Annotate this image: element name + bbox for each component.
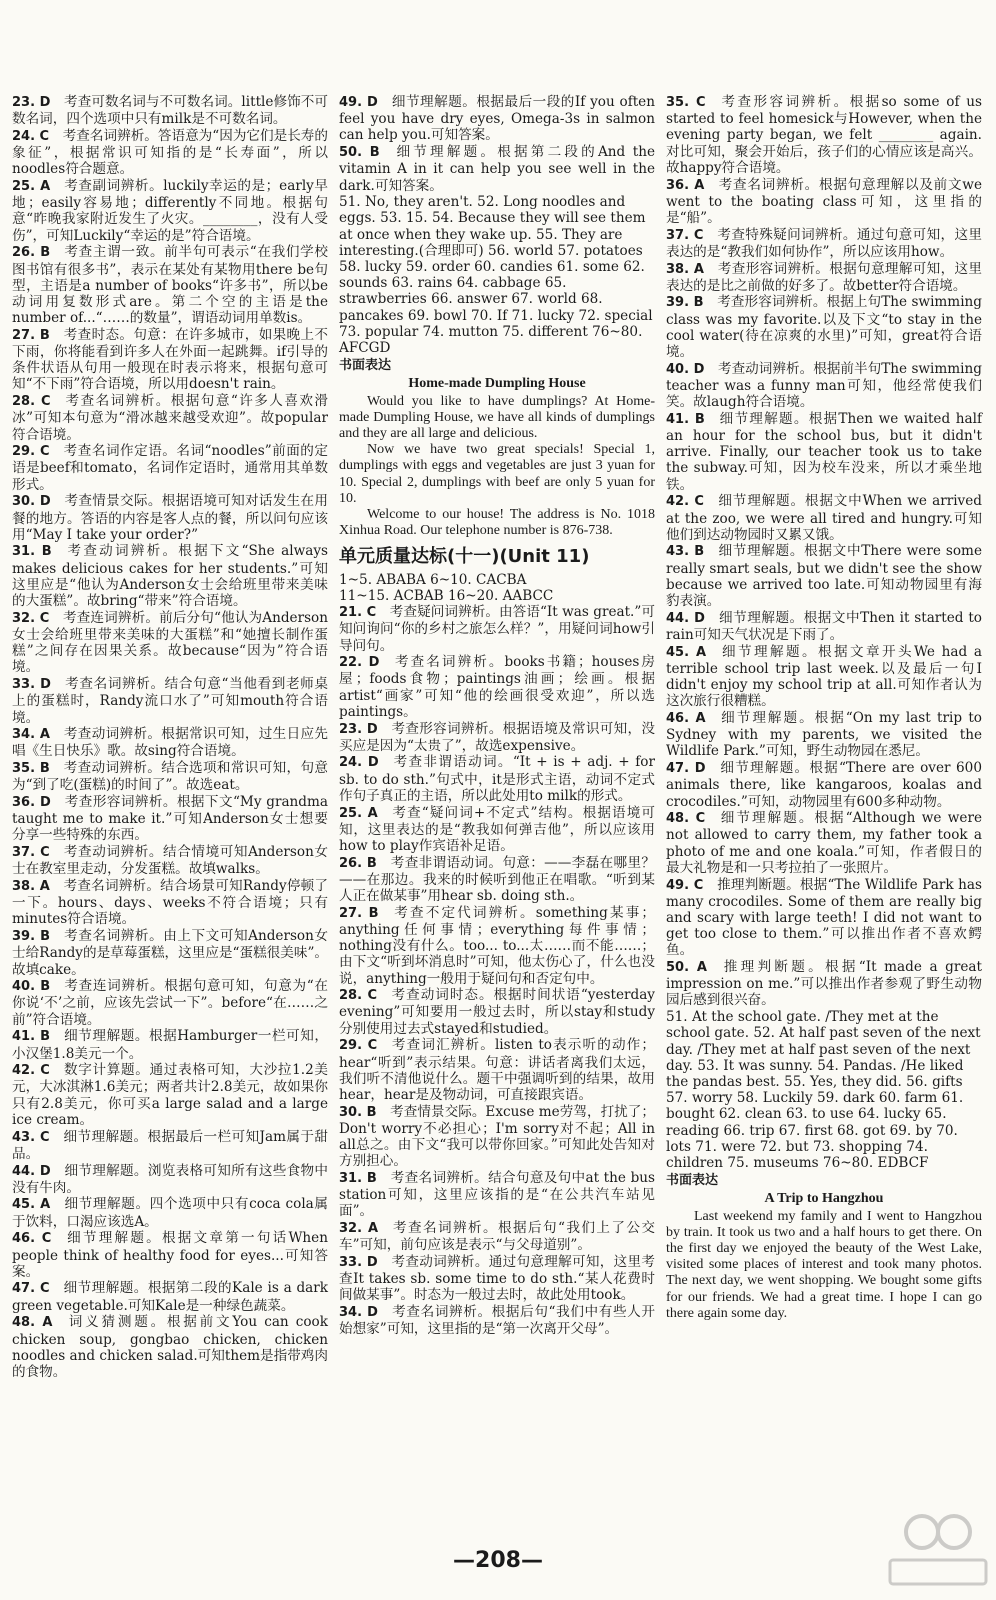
page-number: —208—: [453, 1548, 543, 1573]
answer-explanation: 考查动词辨析。根据常识可知，过生日应先唱《生日快乐》歌。故sing符合语境。: [12, 726, 329, 760]
answer-explanation: 细节理解题。根据“There are over 600 animals there, like kangaroos, koalas and crocodiles.”可知，动物园里有600多种动物。: [666, 760, 982, 810]
answer-item: [12, 1028, 328, 1061]
answer-item: [12, 128, 328, 178]
answer-item: [12, 978, 328, 1028]
answer-explanation: 细节理解题。根据最后一栏可知Jam属于甜品。: [12, 1128, 328, 1162]
answer-number: 50. B: [339, 145, 380, 161]
answer-number: 25. A: [339, 805, 378, 821]
answer-item: [339, 1037, 655, 1103]
answer-explanation: 考查不定代词辨析。something某事；anything任何事情；everything每件事情；nothing没有什么。too... to...太……而不能……；由下文“听到坏消息时”可知，他太伤心了，什么也没说，anything一般用于疑问句和否定句中。: [339, 904, 655, 987]
answer-explanation: 考查动词辨析。通过句意理解可知，这里考查It takes sb. some time to do sth.“某人花费时间做某事”。时态为一般过去时，故此处用took。: [339, 1254, 655, 1304]
essay-title-hangzhou: A Trip to Hangzhou: [764, 1191, 884, 1207]
answer-explanation: 细节理解题。浏览表格可知所有这些食物中没有牛肉。: [12, 1162, 328, 1196]
answer-explanation: 考查可数名词与不可数名词。little修饰不可数名词，四个选项中只有milk是不可数名词。: [12, 94, 328, 128]
answer-number: 33. D: [12, 677, 51, 693]
short-answers-51-80: 51. No, they aren't. 52. Long noodles and eggs. 53. 15. 54. Because they will see them at once when they wake up. 55. They are interesting.(合理即可) 56. world 57. potatoes 58. lucky 59. order 60. candies 61. some 62. sounds 63. rains 64. cabbage 65. strawberries 66. answer 67. world 68. pancakes 69. bowl 70. If 71. lucky 72. special 73. popular 74. mutton 75. different 76~80. AFCGD: [339, 194, 653, 357]
answer-explanation: 考查名词辨析。答语意为“因为它们是长寿的象征”，根据常识可知指的是“长寿面”，所以noodles符合题意。: [12, 127, 328, 178]
answer-number: 40. B: [12, 979, 51, 995]
answer-number: 32. A: [339, 1221, 379, 1237]
answer-number: 29. C: [339, 1038, 378, 1054]
answer-item: [339, 1170, 655, 1220]
answer-item: [12, 543, 328, 609]
answers-21-34: [339, 604, 655, 1337]
answer-number: 48. A: [12, 1315, 53, 1331]
answer-item: [339, 144, 655, 194]
answer-explanation: 考查形容词辨析。根据句意理解可知，这里表达的是比之前做的好多了。故better符合语境。: [666, 260, 983, 294]
answer-number: 49. C: [666, 877, 704, 893]
answer-number: 42. C: [666, 494, 704, 510]
answer-explanation: 细节理解题。根据文中When we arrived at the zoo, we were all tired and hungry.可知他们到达动物园时又累又饿。: [666, 493, 982, 543]
answer-explanation: 考查副词辨析。luckily幸运的是；early早地；easily容易地；differently不同地。根据句意“昨晚我家附近发生了火灾。________，没有人受伤”，可知Luckily“幸运的是”符合语境。: [12, 178, 328, 244]
answer-item: [12, 676, 328, 726]
answer-item: [666, 877, 982, 959]
answer-item: [12, 1314, 328, 1380]
answer-number: 29. C: [12, 444, 50, 460]
answer-explanation: 细节理解题。根据文中Then it started to rain可知天气状况是下雨了。: [666, 609, 982, 643]
answer-number: 45. A: [666, 644, 707, 660]
answer-item: [666, 810, 982, 876]
answer-explanation: 考查动词辨析。结合情境可知Anderson女士在教室里走动，分发蛋糕。故填walks。: [12, 844, 328, 878]
answer-item: [339, 987, 655, 1037]
essay-paragraph: Would you like to have dumplings? At Home-made Dumpling House, we have all kinds of dumplings and they are all large and delicious.: [339, 393, 655, 442]
answer-number: 34. A: [12, 727, 50, 743]
answer-explanation: 考查情景交际。根据语境可知对话发生在用餐的地方。答语的内容是客人点的餐，所以问句应该用“May I take your order?”: [12, 493, 328, 543]
answer-item: [666, 261, 982, 294]
answer-explanation: 词义猜测题。根据前文You can cook chicken soup, gongbao chicken, chicken noodles and chicken salad.可知them是指带鸡肉的食物。: [12, 1314, 328, 1380]
answer-number: 37. C: [12, 845, 50, 861]
essay-dumpling: [339, 394, 655, 540]
answer-explanation: 推理判断题。根据“The Wildlife Park has many crocodiles. Some of them are really big and scary with large teeth! I did not want to get too close to them.”可以推出作者不喜欢鳄鱼。: [666, 876, 982, 959]
answer-explanation: 数字计算题。通过表格可知，大沙拉1.2美元，大冰淇淋1.6美元；两者共计2.8美元，故如果你只有2.8美元，你可买a large salad and a large ice cream。: [12, 1062, 328, 1128]
answer-number: 48. C: [666, 811, 706, 827]
answer-item: [339, 1104, 655, 1170]
answer-item: [12, 327, 328, 393]
answer-item: [339, 1304, 655, 1337]
choice-answers-11-20: 11~15. ACBAB 16~20. AABCC: [339, 587, 554, 604]
answer-explanation: 细节理解题。根据文章开头We had a terrible school trip last week.以及最后一句I didn't enjoy my school trip at all.可知作者认为这次旅行很糟糕。: [666, 643, 982, 710]
short-answers-51-80-unit11: 51. At the school gate. /They met at the school gate. 52. At half past seven of the next day. /They met at half past seven of the next day. 53. It was sunny. 54. Pandas. /He liked the pandas best. 55. Yes, they did. 56. gifts 57. worry 58. Luckily 59. dark 60. farm 61. bought 62. clean 63. to use 64. lucky 65. reading 66. trip 67. first 68. got 69. by 70. lots 71. were 72. but 73. shopping 74. children 75. museums 76~80. EDBCF: [666, 1009, 981, 1171]
section-writing-heading-2: 书面表达: [666, 1173, 719, 1189]
answer-item: [666, 710, 982, 760]
column-left: [12, 94, 328, 1381]
answer-number: 43. B: [666, 544, 705, 560]
answer-number: 30. B: [339, 1104, 377, 1120]
answer-item: [666, 543, 982, 609]
answer-item: [666, 177, 982, 227]
answer-number: 41. B: [12, 1029, 51, 1045]
answer-number: 39. B: [12, 929, 51, 945]
answer-item: [12, 1129, 328, 1162]
essay-paragraph: Welcome to our house! The address is No. 1018 Xinhua Road. Our telephone number is 876-738.: [339, 507, 655, 539]
answer-number: 37. C: [666, 227, 704, 243]
answer-explanation: 细节理解题。根据Hamburger一栏可知，小汉堡1.8美元一个。: [12, 1028, 328, 1062]
answer-explanation: 考查情景交际。Excuse me劳驾，打扰了；Don't worry不必担心；I'm sorry对不起；All in all总之。由下文“我可以带你回家。”可知此处告知对方别担心。: [339, 1103, 656, 1170]
answer-number: 38. A: [12, 879, 50, 895]
answer-item: [666, 411, 982, 493]
answer-explanation: 考查形容词辨析。根据so some of us started to feel homesick与However, when the evening party began, we felt ________ again.对比可知，聚会开始后，孩子们的心情应该是高兴。故happy符合语境。: [666, 94, 982, 176]
answer-number: 21. C: [339, 605, 377, 621]
answer-item: [12, 1196, 328, 1229]
answer-item: [12, 794, 328, 844]
answer-explanation: 考查名词辨析。结合句意“当他看到老师桌上的蛋糕时，Randy流口水了”可知mouth符合语境。: [12, 676, 328, 726]
answer-item: [339, 721, 655, 754]
answer-item: [12, 928, 328, 978]
answer-explanation: 考查时态。句意：在许多城市，如果晚上不下雨，你将能看到许多人在外面一起跳舞。if引导的条件状语从句用一般现在时表示将来，根据句意可知“不下雨”符合语境，所以用doesn't rain。: [12, 326, 328, 393]
answer-number: 24. C: [12, 128, 50, 144]
answer-explanation: 考查形容词辨析。根据语境及常识可知，没买应是因为“太贵了”，故选expensive。: [339, 720, 655, 754]
answer-item: [12, 726, 328, 759]
answer-item: [339, 1220, 655, 1253]
answer-item: [339, 805, 655, 855]
answer-number: 24. D: [339, 755, 379, 771]
answer-number: 38. A: [666, 261, 704, 277]
answer-number: 26. B: [339, 855, 377, 871]
answer-explanation: 细节理解题。根据第二段的And the vitamin A in it can help you see well in the dark.可知答案。: [339, 144, 656, 194]
answer-number: 39. B: [666, 295, 704, 311]
answer-explanation: 细节理解题。根据最后一段的If you often feel you have dry eyes, Omega-3s in salmon can help you.可知答案。: [339, 94, 655, 144]
answer-number: 40. D: [666, 361, 705, 377]
answer-explanation: 考查动词时态。根据时间状语“yesterday evening”可知要用一般过去时，所以stay和study分别使用过去式stayed和studied。: [339, 987, 655, 1037]
answer-number: 25. A: [12, 179, 51, 195]
answer-explanation: 考查名词辨析。根据句意理解以及前文we went to the boating class可知，这里指的是“船”。: [666, 176, 982, 226]
answer-explanation: 考查名词辨析。由上下文可知Anderson女士给Randy的是草莓蛋糕，这里应是“蛋糕很美味”。故填cake。: [12, 928, 329, 978]
answer-number: 36. A: [666, 177, 705, 193]
essay-title-dumpling: Home-made Dumpling House: [408, 376, 586, 392]
essay-paragraph: Last weekend my family and I went to Hangzhou by train. It took us two and a half hours to get there. On the first day we enjoyed the beauty of the West Lake, visited some places of interest and took many photos. The next day, we went shopping. We bought some gifts for our friends. We had a great time. I hope I can go there again some day.: [666, 1208, 982, 1321]
answer-item: [666, 227, 982, 260]
answer-number: 43. C: [12, 1129, 50, 1145]
answer-number: 31. B: [339, 1171, 377, 1186]
answer-explanation: 推理判断题。根据“It made a great impression on me.”可以推出作者参观了野生动物园后感到很兴奋。: [666, 959, 982, 1009]
answer-explanation: 考查非谓语动词。句意：——李磊在哪里？——在那边。我来的时候听到他正在唱歌。“听到某人正在做某事”用hear sb. doing sth.。: [339, 854, 656, 905]
answer-number: 27. B: [339, 905, 379, 921]
answer-number: 41. B: [666, 411, 705, 427]
answer-explanation: 细节理解题。根据“Although we were not allowed to carry them, my father took a photo of me and one koala.”可知，作者假日的最大礼物是和一只考拉拍了一张照片。: [666, 810, 982, 876]
answer-explanation: 考查疑问词辨析。由答语“It was great.”可知问询问“你的乡村之旅怎么样？”，用疑问词how引导问句。: [339, 604, 655, 654]
answer-explanation: 考查名词辨析。结合句意及句中at the bus station可知，这里应该指的是“在公共汽车站见面”。: [339, 1170, 656, 1220]
answer-item: [666, 959, 982, 1009]
answer-explanation: 考查动词辨析。结合选项和常识可知，句意为“到了吃(蛋糕)的时间了”。故选eat。: [12, 760, 328, 794]
answer-number: 23. D: [339, 721, 378, 737]
answer-item: [12, 1062, 328, 1128]
answer-number: 26. B: [12, 245, 51, 261]
answer-item: [666, 94, 982, 176]
answer-item: [666, 644, 982, 710]
answer-explanation: 考查动词辨析。根据前半句The swimming teacher was a funny man可知，他经常使我们笑。故laugh符合语境。: [666, 360, 982, 411]
answer-item: [666, 361, 982, 411]
answer-item: [12, 493, 328, 543]
answer-explanation: 考查非谓语动词。“It + is + adj. + for sb. to do sth.”句式中，it是形式主语，动词不定式作句子真正的主语，所以此处用to milk的形式。: [339, 754, 655, 804]
answer-item: [666, 294, 982, 360]
answer-number: 44. D: [12, 1163, 51, 1179]
column-right: [666, 94, 982, 1322]
answer-item: [339, 654, 655, 720]
answer-explanation: 细节理解题。根据“On my last trip to Sydney with my parents, we visited the Wildlife Park.”可知，野生动物园在悉尼。: [666, 710, 982, 760]
answers-49-50: [339, 94, 655, 194]
answer-number: 47. C: [12, 1281, 50, 1297]
answer-item: [12, 443, 328, 493]
answer-explanation: 细节理解题。根据文中There were some really smart seals, but we didn't see the show because we arrived too late.可知动物园里有海豹表演。: [666, 543, 982, 610]
essay-hangzhou: [666, 1209, 982, 1322]
answer-item: [339, 855, 655, 905]
answer-explanation: 考查词汇辨析。listen to表示听的动作；hear“听到”表示结果。句意：讲话者离我们太远，我们听不清他说什么。题干中强调听到的结果，故用hear，hear是及物动词，可直接跟宾语。: [339, 1037, 655, 1103]
answer-number: 36. D: [12, 795, 51, 811]
answer-explanation: 细节理解题。四个选项中只有coca cola属于饮料，口渴应该选A。: [12, 1196, 328, 1230]
answer-number: 35. C: [666, 95, 706, 110]
answer-explanation: 考查名词辨析。根据后句“我们中有些人开始想家”可知，这里指的是“第一次离开父母”。: [339, 1304, 655, 1338]
answer-item: [12, 1163, 328, 1196]
answer-item: [12, 610, 328, 676]
answer-number: 34. D: [339, 1305, 378, 1321]
answer-item: [12, 393, 328, 443]
answer-number: 44. D: [666, 610, 705, 626]
answer-explanation: 考查主谓一致。前半句可表示“在我们学校图书馆有很多书”，表示在某处有某物用there be句型，主语是a number of books“许多书”，所以be动词用复数形式are。第二个空的主语是the number of...“……的数量”，谓语动词用单数is。: [12, 244, 329, 327]
answer-item: [12, 844, 328, 877]
answer-explanation: 细节理解题。根据第二段的Kale is a dark green vegetable.可知Kale是一种绿色蔬菜。: [12, 1280, 328, 1314]
answer-number: 23. D: [12, 95, 51, 110]
answer-explanation: 考查形容词辨析。根据上句The swimming class was my favorite.以及下文“to stay in the cool water(待在凉爽的水里)”可知，great符合语境。: [666, 294, 983, 361]
answer-item: [339, 94, 655, 144]
answer-number: 31. B: [12, 544, 52, 560]
answer-item: [339, 754, 655, 804]
answer-number: 50. A: [666, 960, 707, 976]
answer-number: 30. D: [12, 494, 51, 510]
answer-explanation: 考查形容词辨析。根据下文“My grandma taught me to make it.”可知Anderson女士想要分享一些特殊的东西。: [12, 794, 329, 844]
answer-explanation: 考查名词辨析。根据后句“我们上了公交车”可知，前句应该是表示“与父母道别”。: [339, 1220, 655, 1254]
answer-number: 33. D: [339, 1255, 378, 1271]
answer-item: [12, 1230, 328, 1280]
answer-explanation: 考查动词辨析。根据下文“She always makes delicious cakes for her students.”可知这里应是“他认为Anderson女士会给班里带来美味的大蛋糕”。故bring“带来”符合语境。: [12, 543, 329, 610]
answer-item: [12, 94, 328, 127]
answer-item: [666, 610, 982, 643]
essay-paragraph: Now we have two great specials! Special 1, dumplings with eggs and vegetables are just 3 yuan for 10. Special 2, dumplings with beef are only 5 yuan for 10.: [339, 442, 655, 506]
answer-item: [339, 604, 655, 654]
watermark-logo: [882, 1502, 992, 1592]
answer-explanation: 考查“疑问词+不定式”结构。根据语境可知，这里表达的是“教我如何弹吉他”，所以应该用how to play作宾语补足语。: [339, 804, 655, 854]
answer-number: 47. D: [666, 761, 706, 777]
answer-item: [12, 178, 328, 244]
choice-answers-1-10: 1~5. ABABA 6~10. CACBA: [339, 571, 527, 588]
answer-explanation: 考查连词辨析。根据句意可知，句意为“在你说‘不’之前，应该先尝试一下”。before“在……之前”符合语境。: [12, 978, 329, 1028]
answers-35-50: [666, 94, 982, 1009]
answer-explanation: 考查名词辨析。结合场景可知Randy停顿了一下。hours、days、weeks不符合语境；只有minutes符合语境。: [12, 878, 328, 928]
answer-number: 49. D: [339, 95, 378, 110]
answer-explanation: 细节理解题。根据Then we waited half an hour for the school bus, but it didn't arrive. Finally, our teacher took us to take the subway.可知，因为校车没来，所以才乘坐地铁。: [666, 410, 982, 493]
answer-number: 32. C: [12, 610, 50, 626]
answer-number: 42. C: [12, 1063, 50, 1079]
section-writing-heading: 书面表达: [339, 358, 392, 374]
answer-number: 45. A: [12, 1197, 51, 1213]
unit-title: 单元质量达标(十一)(Unit 11): [339, 546, 590, 568]
answer-explanation: 考查名词作定语。名词“noodles”前面的定语是beef和tomato，名词作定语时，通常用其单数形式。: [12, 443, 328, 493]
answer-item: [12, 878, 328, 928]
answer-number: 28. C: [339, 988, 378, 1004]
answer-number: 27. B: [12, 327, 50, 343]
answer-item: [666, 493, 982, 543]
answer-item: [339, 1254, 655, 1304]
answer-explanation: 考查名词辨析。books书籍；houses房屋；foods食物；paintings油画；绘画。根据artist“画家”可知“他的绘画很受欢迎”，所以选paintings。: [339, 654, 655, 720]
answer-number: 28. C: [12, 394, 51, 410]
answer-explanation: 细节理解题。根据文章第一句话When people think of healthy food for eyes...可知答案。: [12, 1230, 328, 1280]
answer-item: [12, 1280, 328, 1313]
answer-explanation: 考查特殊疑问词辨析。通过句意可知，这里表达的是“教我们如何协作”，所以应该用how。: [666, 226, 982, 260]
answer-number: 46. A: [666, 711, 706, 727]
answer-item: [12, 760, 328, 793]
answer-item: [339, 905, 655, 987]
answer-explanation: 考查名词辨析。根据句意“许多人喜欢滑冰”可知本句意为“滑冰越来越受欢迎”。故popular符合语境。: [12, 393, 328, 443]
answer-item: [12, 244, 328, 326]
answer-explanation: 考查连词辨析。前后分句“他认为Anderson女士会给班里带来美味的大蛋糕”和“她擅长制作蛋糕”之间存在因果关系。故because“因为”符合语境。: [12, 609, 328, 676]
answer-item: [666, 760, 982, 810]
answer-number: 22. D: [339, 655, 380, 671]
answer-number: 35. B: [12, 761, 50, 777]
column-middle: [339, 94, 655, 1338]
answer-number: 46. C: [12, 1231, 52, 1247]
